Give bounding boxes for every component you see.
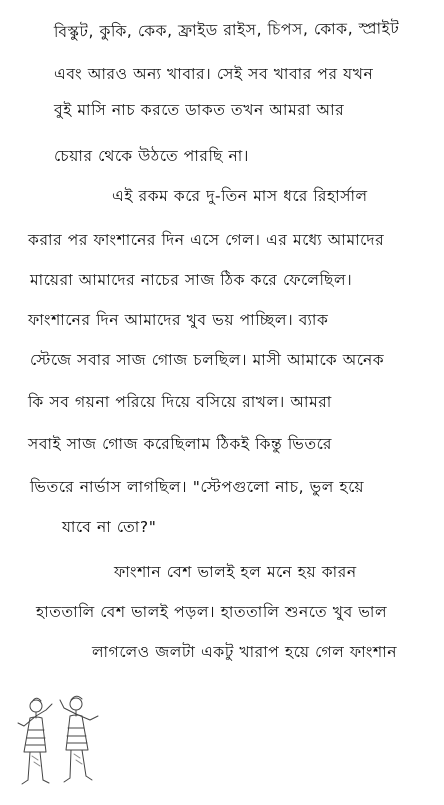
text-line-1: বিস্কুট, কুকি, কেক, ফ্রাইড রাইস, চিপস, কোক, স্প্রাইট bbox=[53, 19, 400, 41]
text-line-7: মায়েরা আমাদের নাচের সাজ ঠিক করে ফেলেছিল। bbox=[30, 271, 353, 289]
text-line-11: সবাই সাজ গোজ করেছিলাম ঠিকই কিন্তু ভিতরে bbox=[28, 435, 333, 453]
text-line-12: ভিতরে নার্ভাস লাগছিল। "স্টেপগুলো নাচ, ভুল হয়ে bbox=[30, 478, 365, 496]
text-line-3: বুই মাসি নাচ করতে ডাকত তখন আমরা আর bbox=[54, 101, 345, 119]
text-line-13: যাবে না তো?" bbox=[62, 518, 157, 536]
text-line-15: হাততালি বেশ ভালই পড়ল। হাততালি শুনতে খুব ভাল bbox=[36, 603, 388, 621]
text-line-6: করার পর ফাংশানের দিন এসে গেল। এর মধ্যে আমাদের bbox=[28, 231, 385, 249]
text-line-9: স্টেজে সবার সাজ গোজ চলছিল। মাসী আমাকে অনেক bbox=[30, 351, 385, 369]
text-line-2: এবং আরও অন্য খাবার। সেই সব খাবার পর যখন bbox=[54, 65, 374, 83]
text-line-14: ফাংশান বেশ ভালই হল মনে হয় কারন bbox=[114, 563, 357, 581]
text-line-10: কি সব গয়না পরিয়ে দিয়ে বসিয়ে রাখল। আমরা bbox=[28, 393, 332, 411]
text-line-4: চেয়ার থেকে উঠতে পারছি না। bbox=[54, 147, 249, 165]
text-line-8: ফাংশানের দিন আমাদের খুব ভয় পাচ্ছিল। ব্যাক bbox=[28, 311, 329, 329]
text-line-16: লাগলেও জলটা একটু খারাপ হয়ে গেল ফাংশান bbox=[92, 643, 398, 661]
text-line-5: এই রকম করে দু-তিন মাস ধরে রিহার্সাল bbox=[112, 187, 368, 205]
dancers-sketch-illustration bbox=[10, 690, 110, 800]
